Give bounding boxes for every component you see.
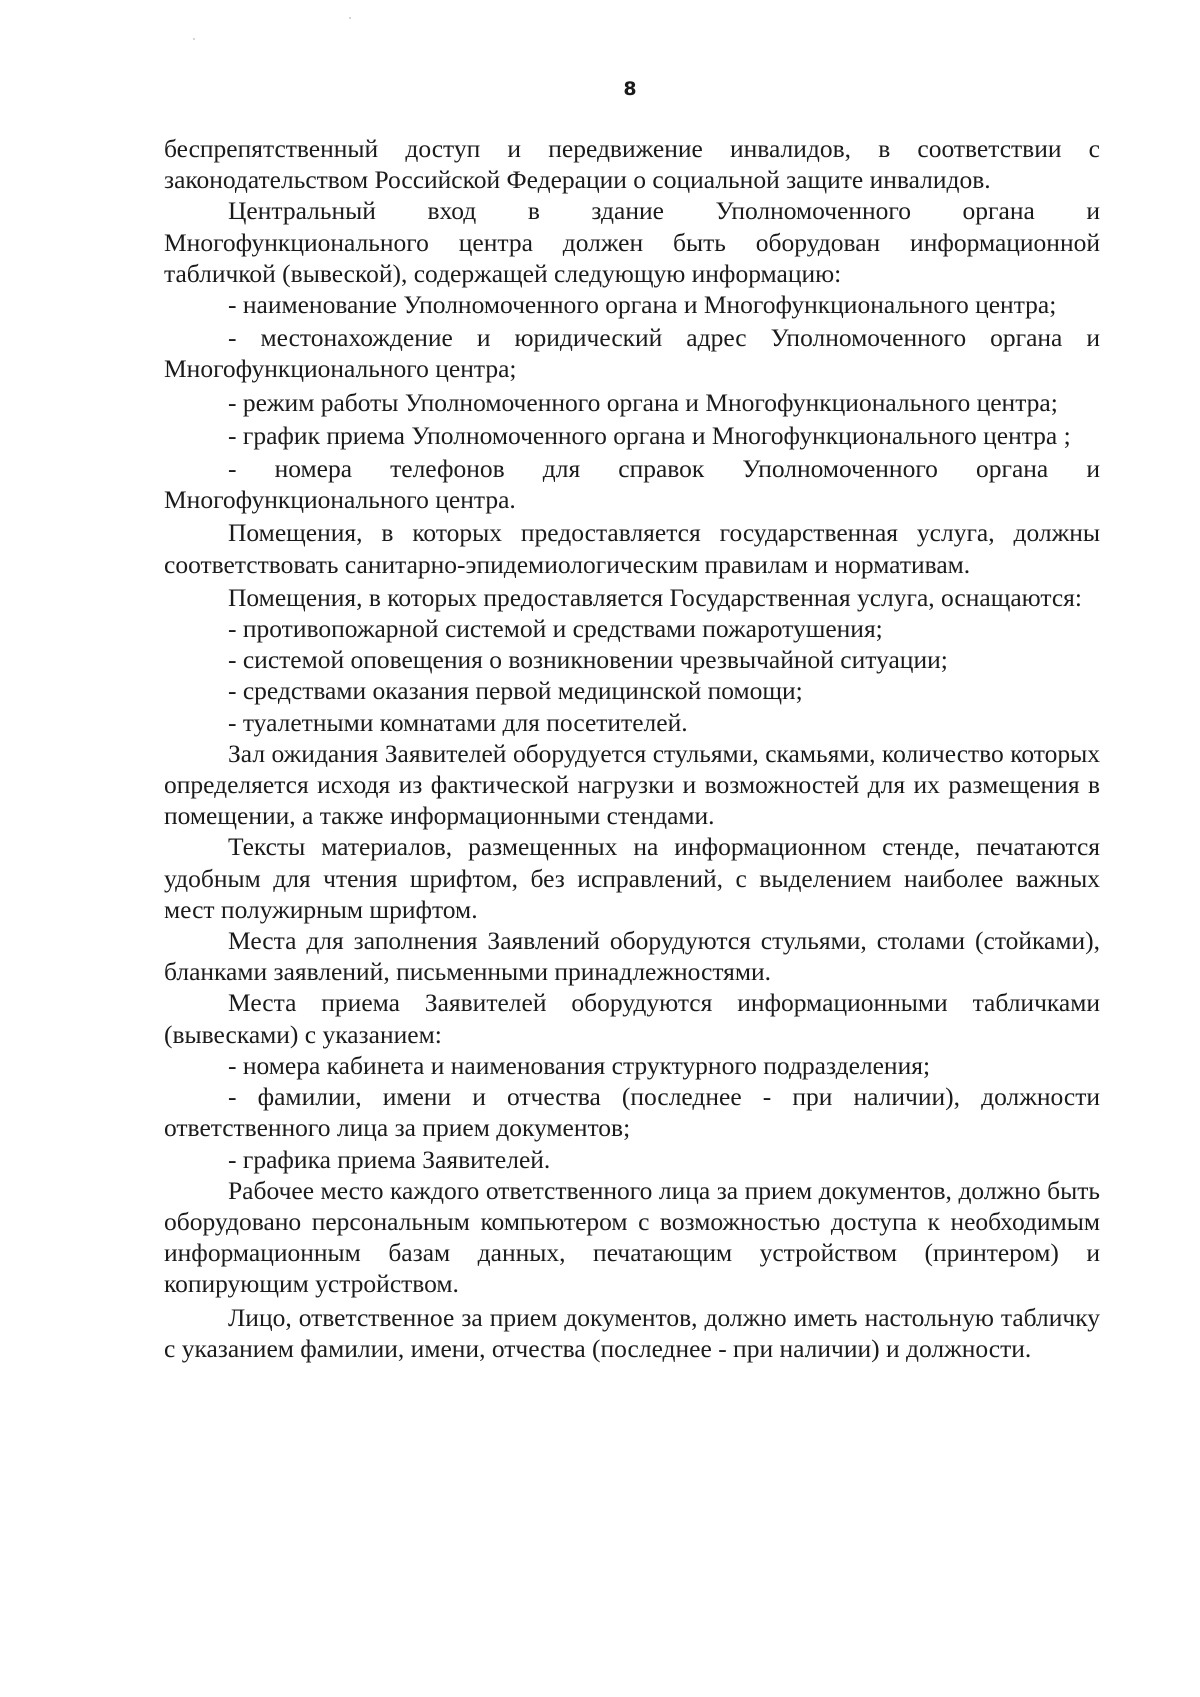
paragraph: беспрепятственный доступ и передвижение инвалидов, в соответствии с законодательством Российской Федерации о социальной защите инвалидов. [164,134,1100,195]
paragraph: Места для заполнения Заявлений оборудуются стульями, столами (стойками), бланками заявлений, письменными принадлежностями. [164,926,1100,987]
scan-speck [193,38,195,40]
list-item: - график приема Уполномоченного органа и Многофункционального центра ; [228,420,1071,450]
list-item: - режим работы Уполномоченного органа и Многофункционального центра; [228,387,1058,417]
paragraph: Помещения, в которых предоставляется Государственная услуга, оснащаются: [228,582,1082,612]
list-item: - графика приема Заявителей. [228,1144,551,1174]
list-item: - средствами оказания первой медицинской помощи; [228,676,803,706]
list-item: - туалетными комнатами для посетителей. [228,707,688,737]
paragraph: Зал ожидания Заявителей оборудуется стульями, скамьями, количество которых определяется исходя из фактической нагрузки и возможностей для их размещения в помещении, а также информационными стендами. [164,738,1100,831]
list-item: - наименование Уполномоченного органа и Многофункционального центра; [228,290,1057,320]
list-item: - противопожарной системой и средствами пожаротушения; [228,614,883,644]
scan-speck [349,17,351,19]
list-item: - фамилии, имени и отчества (последнее - при наличии), должности ответственного лица за прием документов; [164,1082,1100,1143]
list-item: - номера кабинета и наименования структурного подразделения; [228,1050,931,1080]
paragraph: Рабочее место каждого ответственного лица за прием документов, должно быть оборудовано персональным компьютером с возможностью доступа к необходимым информационным базам данных, печатающим устройством (принтером) и копирующим устройством. [164,1175,1100,1299]
paragraph: Места приема Заявителей оборудуются информационными табличками (вывесками) с указанием: [164,988,1100,1049]
paragraph: Лицо, ответственное за прием документов, должно иметь настольную табличку с указанием фамилии, имени, отчества (последнее - при наличии) и должности. [164,1302,1100,1363]
list-item: - номера телефонов для справок Уполномоченного органа и Многофункционального центра. [164,454,1100,515]
paragraph: Помещения, в которых предоставляется государственная услуга, должны соответствовать санитарно-эпидемиологическим правилам и нормативам. [164,518,1100,579]
list-item: - местонахождение и юридический адрес Уполномоченного органа и Многофункционального центра; [164,323,1100,384]
document-body [164,133,1100,1364]
paragraph: Тексты материалов, размещенных на информационном стенде, печатаются удобным для чтения шрифтом, без исправлений, с выделением наиболее важных мест полужирным шрифтом. [164,832,1100,924]
page-number: 8 [623,78,637,100]
paragraph: Центральный вход в здание Уполномоченного органа и Многофункционального центра должен быть оборудован информационной табличкой (вывеской), содержащей следующую информацию: [164,196,1100,288]
list-item: - системой оповещения о возникновении чрезвычайной ситуации; [228,645,948,675]
